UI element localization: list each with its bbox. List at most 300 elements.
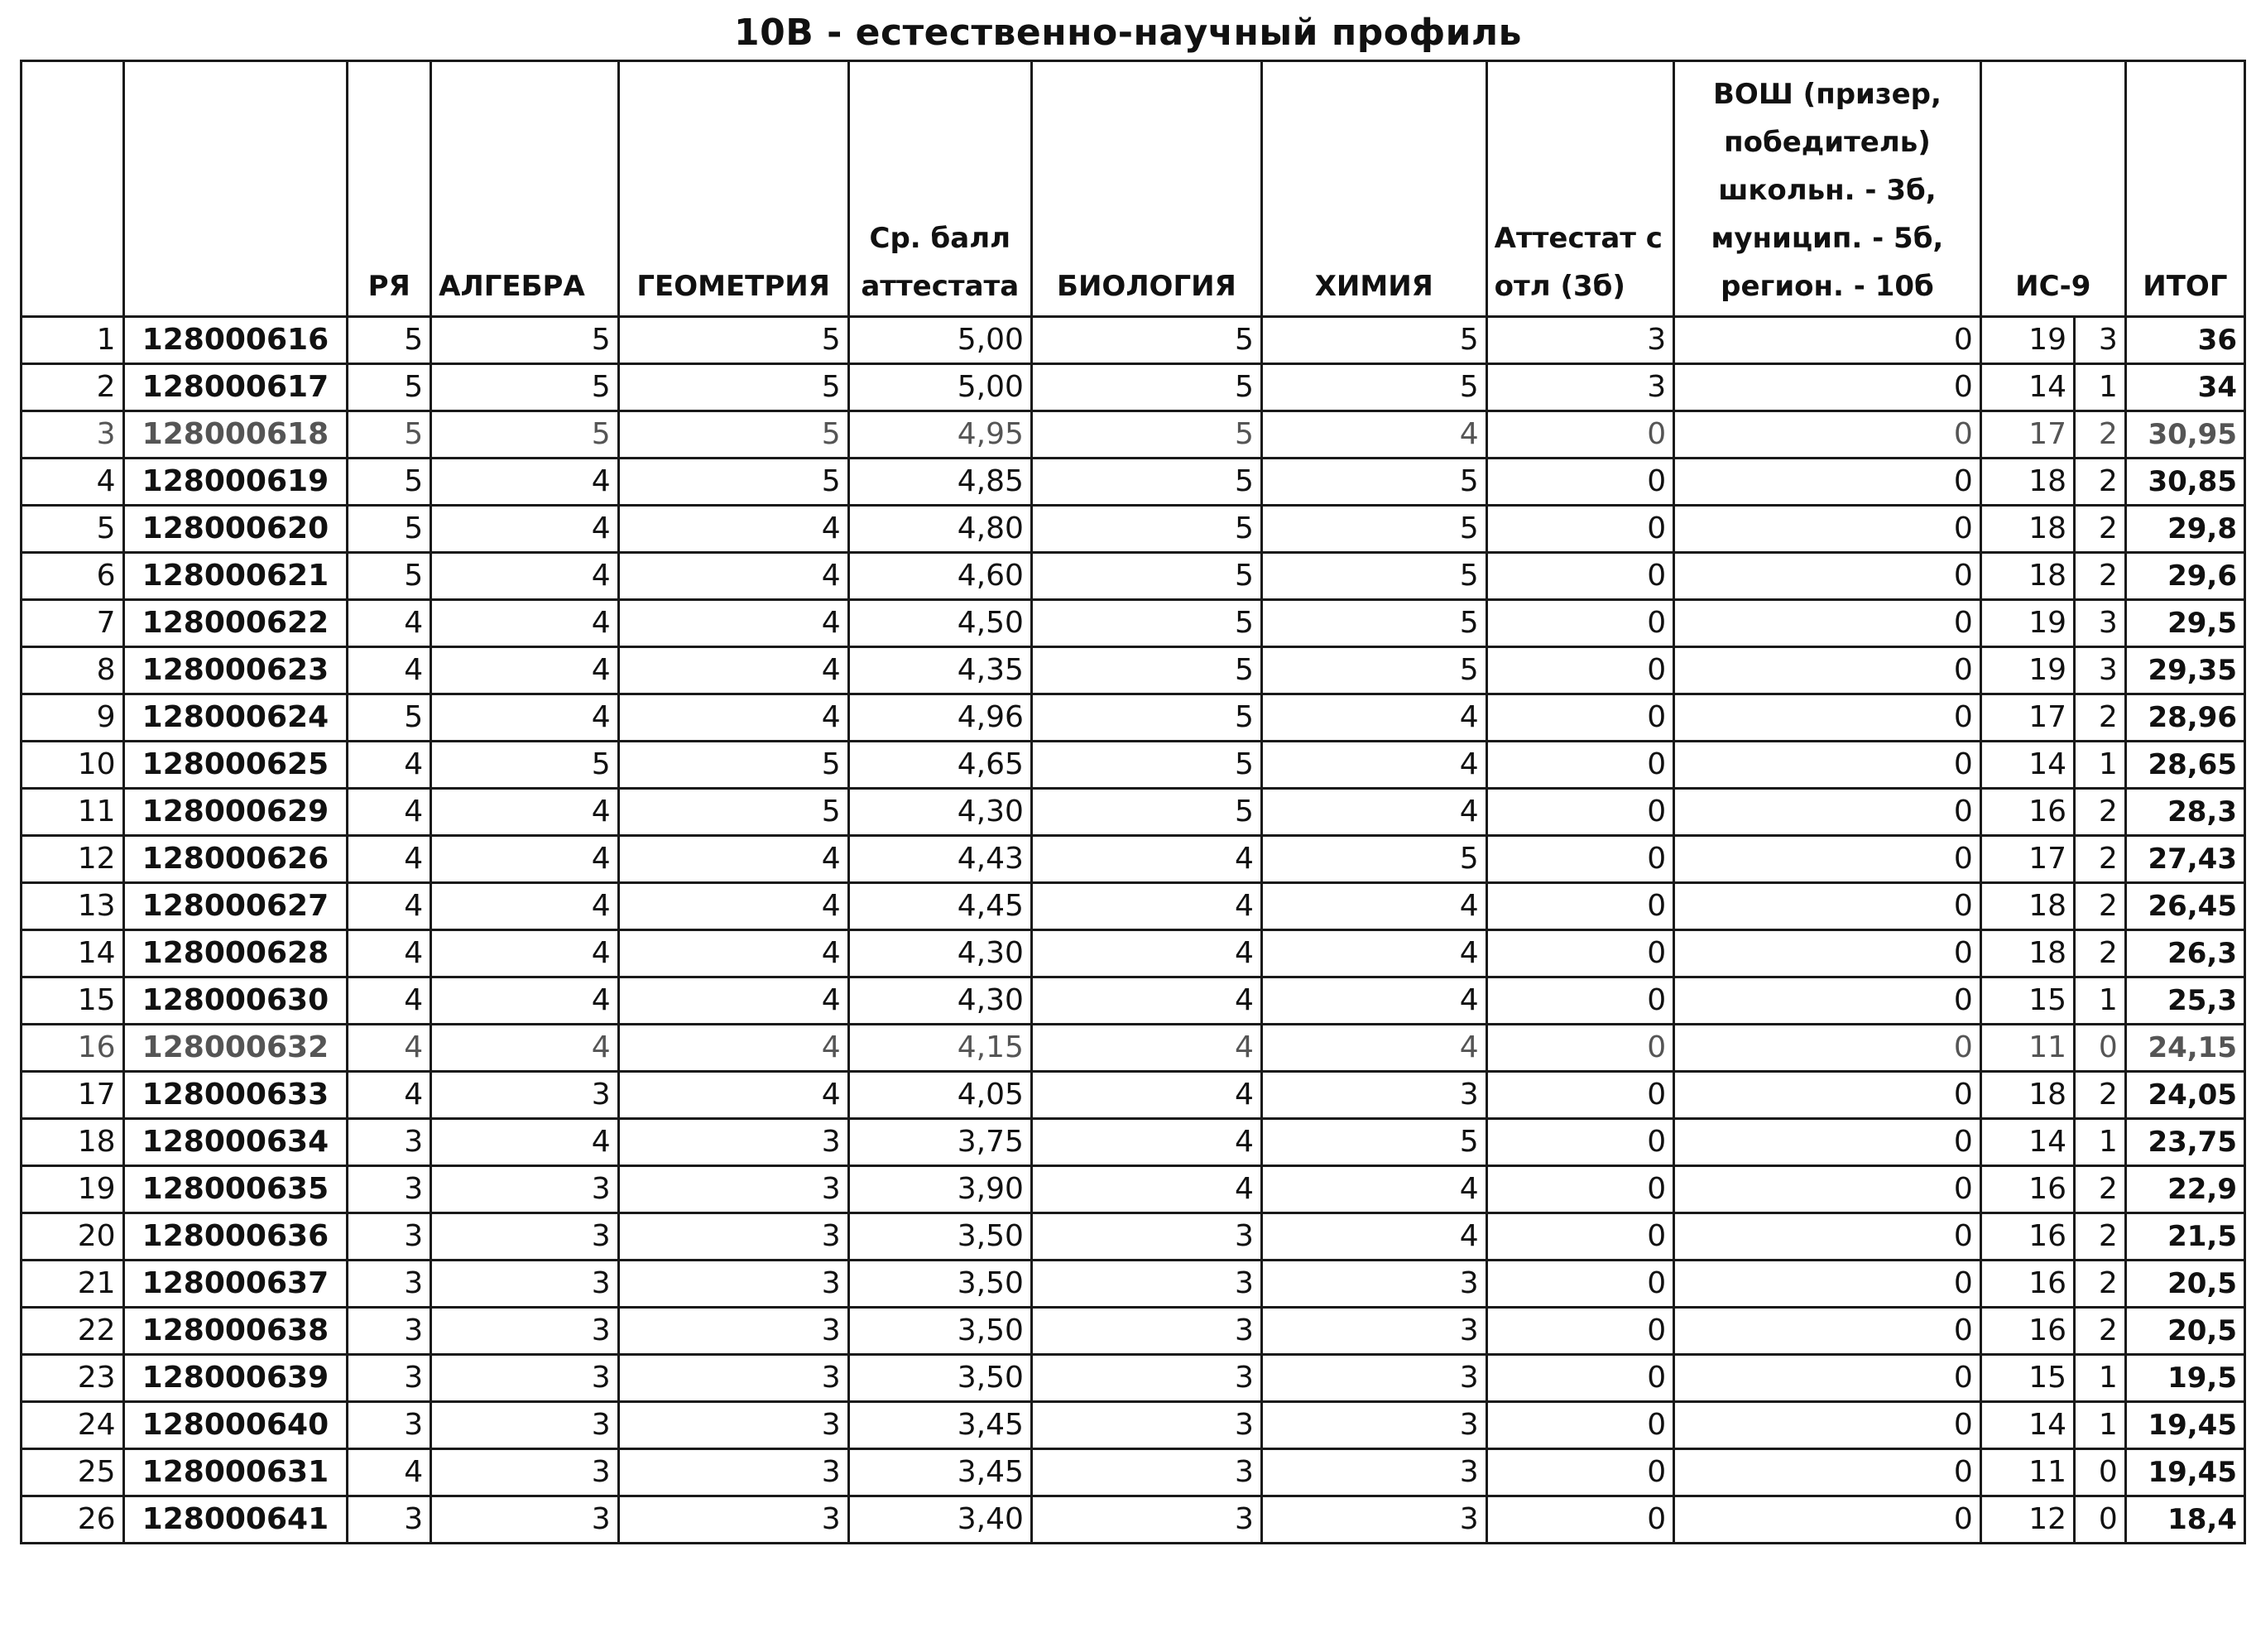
table-row — [22, 411, 2245, 459]
score-rya: 3 — [348, 1402, 431, 1449]
score-chemistry: 5 — [1261, 1119, 1486, 1166]
score-is9-primary: 14 — [1980, 742, 2074, 789]
score-olympiad: 0 — [1674, 1166, 1981, 1213]
score-avg: 3,50 — [848, 1213, 1031, 1261]
score-algebra: 5 — [431, 317, 618, 364]
table-row — [22, 1072, 2245, 1119]
score-chemistry: 5 — [1261, 553, 1486, 600]
score-is9-primary: 15 — [1980, 977, 2074, 1025]
score-geometry: 4 — [618, 977, 848, 1025]
table-row — [22, 459, 2245, 506]
table-row — [22, 600, 2245, 647]
score-rya: 5 — [348, 694, 431, 742]
score-honors: 0 — [1486, 1072, 1673, 1119]
score-is9-primary: 18 — [1980, 553, 2074, 600]
score-is9-primary: 16 — [1980, 1261, 2074, 1308]
score-avg: 4,15 — [848, 1025, 1031, 1072]
score-total: 28,96 — [2125, 694, 2244, 742]
score-geometry: 5 — [618, 411, 848, 459]
score-geometry: 4 — [618, 600, 848, 647]
score-olympiad: 0 — [1674, 1449, 1981, 1496]
score-honors: 0 — [1486, 836, 1673, 883]
row-number: 16 — [22, 1025, 124, 1072]
score-algebra: 4 — [431, 553, 618, 600]
score-honors: 0 — [1486, 742, 1673, 789]
score-is9-secondary: 0 — [2075, 1025, 2126, 1072]
score-chemistry: 4 — [1261, 1213, 1486, 1261]
score-total: 36 — [2125, 317, 2244, 364]
score-rya: 4 — [348, 1072, 431, 1119]
score-is9-primary: 18 — [1980, 883, 2074, 930]
score-biology: 5 — [1031, 459, 1261, 506]
score-is9-primary: 16 — [1980, 789, 2074, 836]
score-is9-primary: 11 — [1980, 1025, 2074, 1072]
score-geometry: 5 — [618, 459, 848, 506]
score-biology: 3 — [1031, 1449, 1261, 1496]
score-algebra: 3 — [431, 1072, 618, 1119]
row-number: 11 — [22, 789, 124, 836]
header-olympiad: ВОШ (призер, победитель) школьн. - 3б, муницип. - 5б, регион. - 10б — [1674, 61, 1981, 317]
student-code: 128000622 — [123, 600, 348, 647]
row-number: 19 — [22, 1166, 124, 1213]
score-avg: 3,50 — [848, 1261, 1031, 1308]
score-olympiad: 0 — [1674, 1496, 1981, 1544]
score-geometry: 4 — [618, 1025, 848, 1072]
table-body — [22, 317, 2245, 1544]
score-algebra: 3 — [431, 1449, 618, 1496]
table-row — [22, 1496, 2245, 1544]
score-rya: 5 — [348, 506, 431, 553]
score-honors: 0 — [1486, 930, 1673, 977]
score-is9-secondary: 3 — [2075, 647, 2126, 694]
score-rya: 3 — [348, 1213, 431, 1261]
table-row — [22, 1025, 2245, 1072]
score-is9-primary: 19 — [1980, 600, 2074, 647]
score-is9-primary: 17 — [1980, 411, 2074, 459]
score-chemistry: 5 — [1261, 647, 1486, 694]
score-chemistry: 5 — [1261, 317, 1486, 364]
score-olympiad: 0 — [1674, 836, 1981, 883]
score-biology: 4 — [1031, 930, 1261, 977]
row-number: 26 — [22, 1496, 124, 1544]
score-total: 24,05 — [2125, 1072, 2244, 1119]
row-number: 6 — [22, 553, 124, 600]
score-geometry: 5 — [618, 364, 848, 411]
score-honors: 0 — [1486, 600, 1673, 647]
score-algebra: 4 — [431, 977, 618, 1025]
score-avg: 3,75 — [848, 1119, 1031, 1166]
table-row — [22, 553, 2245, 600]
score-honors: 3 — [1486, 317, 1673, 364]
score-is9-primary: 18 — [1980, 930, 2074, 977]
score-total: 18,4 — [2125, 1496, 2244, 1544]
score-is9-secondary: 1 — [2075, 364, 2126, 411]
score-algebra: 4 — [431, 789, 618, 836]
student-code: 128000635 — [123, 1166, 348, 1213]
score-rya: 4 — [348, 742, 431, 789]
score-total: 26,45 — [2125, 883, 2244, 930]
score-algebra: 5 — [431, 742, 618, 789]
student-code: 128000626 — [123, 836, 348, 883]
score-is9-primary: 19 — [1980, 317, 2074, 364]
score-chemistry: 5 — [1261, 506, 1486, 553]
score-avg: 3,45 — [848, 1449, 1031, 1496]
score-chemistry: 4 — [1261, 977, 1486, 1025]
score-algebra: 3 — [431, 1355, 618, 1402]
score-is9-secondary: 0 — [2075, 1496, 2126, 1544]
table-row — [22, 1308, 2245, 1355]
row-number: 23 — [22, 1355, 124, 1402]
score-geometry: 5 — [618, 789, 848, 836]
score-is9-primary: 17 — [1980, 836, 2074, 883]
score-geometry: 3 — [618, 1261, 848, 1308]
results-table — [20, 60, 2246, 1544]
score-total: 28,65 — [2125, 742, 2244, 789]
table-row — [22, 1166, 2245, 1213]
score-algebra: 4 — [431, 883, 618, 930]
score-biology: 3 — [1031, 1308, 1261, 1355]
score-geometry: 4 — [618, 647, 848, 694]
score-avg: 4,35 — [848, 647, 1031, 694]
score-algebra: 4 — [431, 1119, 618, 1166]
score-biology: 5 — [1031, 506, 1261, 553]
score-biology: 5 — [1031, 694, 1261, 742]
score-biology: 4 — [1031, 1166, 1261, 1213]
score-avg: 4,30 — [848, 789, 1031, 836]
student-code: 128000632 — [123, 1025, 348, 1072]
score-rya: 4 — [348, 647, 431, 694]
score-is9-secondary: 2 — [2075, 1261, 2126, 1308]
score-honors: 0 — [1486, 506, 1673, 553]
score-avg: 4,43 — [848, 836, 1031, 883]
score-honors: 0 — [1486, 1261, 1673, 1308]
score-total: 34 — [2125, 364, 2244, 411]
score-is9-secondary: 2 — [2075, 553, 2126, 600]
score-chemistry: 3 — [1261, 1355, 1486, 1402]
score-rya: 5 — [348, 411, 431, 459]
score-is9-primary: 18 — [1980, 506, 2074, 553]
score-geometry: 3 — [618, 1449, 848, 1496]
score-biology: 5 — [1031, 647, 1261, 694]
table-row — [22, 317, 2245, 364]
score-total: 30,95 — [2125, 411, 2244, 459]
score-geometry: 4 — [618, 553, 848, 600]
score-algebra: 3 — [431, 1308, 618, 1355]
row-number: 3 — [22, 411, 124, 459]
score-olympiad: 0 — [1674, 742, 1981, 789]
student-code: 128000629 — [123, 789, 348, 836]
score-total: 29,8 — [2125, 506, 2244, 553]
score-olympiad: 0 — [1674, 364, 1981, 411]
score-is9-primary: 16 — [1980, 1308, 2074, 1355]
score-geometry: 5 — [618, 742, 848, 789]
score-honors: 0 — [1486, 1355, 1673, 1402]
row-number: 5 — [22, 506, 124, 553]
score-algebra: 4 — [431, 600, 618, 647]
score-avg: 4,65 — [848, 742, 1031, 789]
score-is9-secondary: 2 — [2075, 1166, 2126, 1213]
score-biology: 5 — [1031, 553, 1261, 600]
score-is9-primary: 11 — [1980, 1449, 2074, 1496]
score-algebra: 4 — [431, 506, 618, 553]
row-number: 8 — [22, 647, 124, 694]
student-code: 128000618 — [123, 411, 348, 459]
score-total: 25,3 — [2125, 977, 2244, 1025]
score-honors: 0 — [1486, 647, 1673, 694]
header-code — [123, 61, 348, 317]
score-is9-primary: 19 — [1980, 647, 2074, 694]
header-biology: БИОЛОГИЯ — [1031, 61, 1261, 317]
score-total: 20,5 — [2125, 1261, 2244, 1308]
student-code: 128000620 — [123, 506, 348, 553]
score-geometry: 3 — [618, 1119, 848, 1166]
score-olympiad: 0 — [1674, 930, 1981, 977]
score-geometry: 4 — [618, 930, 848, 977]
score-rya: 3 — [348, 1261, 431, 1308]
score-olympiad: 0 — [1674, 1025, 1981, 1072]
score-is9-secondary: 2 — [2075, 459, 2126, 506]
score-honors: 0 — [1486, 1449, 1673, 1496]
row-number: 17 — [22, 1072, 124, 1119]
table-row — [22, 836, 2245, 883]
score-is9-primary: 16 — [1980, 1213, 2074, 1261]
score-honors: 3 — [1486, 364, 1673, 411]
score-algebra: 3 — [431, 1261, 618, 1308]
score-biology: 4 — [1031, 883, 1261, 930]
table-row — [22, 364, 2245, 411]
score-avg: 5,00 — [848, 364, 1031, 411]
row-number: 4 — [22, 459, 124, 506]
score-chemistry: 3 — [1261, 1261, 1486, 1308]
score-rya: 4 — [348, 1449, 431, 1496]
student-code: 128000634 — [123, 1119, 348, 1166]
score-is9-secondary: 1 — [2075, 1119, 2126, 1166]
row-number: 12 — [22, 836, 124, 883]
header-rya: РЯ — [348, 61, 431, 317]
score-olympiad: 0 — [1674, 459, 1981, 506]
score-avg: 4,05 — [848, 1072, 1031, 1119]
score-chemistry: 5 — [1261, 459, 1486, 506]
score-geometry: 3 — [618, 1213, 848, 1261]
score-honors: 0 — [1486, 1308, 1673, 1355]
score-biology: 5 — [1031, 317, 1261, 364]
score-rya: 4 — [348, 930, 431, 977]
score-is9-secondary: 3 — [2075, 600, 2126, 647]
score-avg: 4,30 — [848, 977, 1031, 1025]
row-number: 1 — [22, 317, 124, 364]
score-algebra: 4 — [431, 1025, 618, 1072]
score-biology: 5 — [1031, 742, 1261, 789]
student-code: 128000619 — [123, 459, 348, 506]
score-geometry: 4 — [618, 694, 848, 742]
score-rya: 3 — [348, 1166, 431, 1213]
student-code: 128000639 — [123, 1355, 348, 1402]
score-rya: 5 — [348, 459, 431, 506]
score-avg: 3,90 — [848, 1166, 1031, 1213]
score-geometry: 3 — [618, 1355, 848, 1402]
score-geometry: 4 — [618, 1072, 848, 1119]
score-is9-secondary: 1 — [2075, 1402, 2126, 1449]
score-olympiad: 0 — [1674, 1308, 1981, 1355]
score-algebra: 5 — [431, 364, 618, 411]
row-number: 10 — [22, 742, 124, 789]
score-geometry: 5 — [618, 317, 848, 364]
header-is9: ИС-9 — [1980, 61, 2125, 317]
row-number: 13 — [22, 883, 124, 930]
row-number: 14 — [22, 930, 124, 977]
student-code: 128000633 — [123, 1072, 348, 1119]
score-total: 29,35 — [2125, 647, 2244, 694]
row-number: 15 — [22, 977, 124, 1025]
table-row — [22, 506, 2245, 553]
score-honors: 0 — [1486, 789, 1673, 836]
page-title: 10В - естественно-научный профиль — [734, 12, 1522, 54]
score-total: 21,5 — [2125, 1213, 2244, 1261]
row-number: 2 — [22, 364, 124, 411]
score-olympiad: 0 — [1674, 1119, 1981, 1166]
score-rya: 5 — [348, 317, 431, 364]
score-is9-secondary: 2 — [2075, 411, 2126, 459]
score-honors: 0 — [1486, 411, 1673, 459]
score-olympiad: 0 — [1674, 1213, 1981, 1261]
score-is9-primary: 14 — [1980, 364, 2074, 411]
score-algebra: 4 — [431, 694, 618, 742]
score-total: 19,45 — [2125, 1402, 2244, 1449]
score-is9-secondary: 1 — [2075, 742, 2126, 789]
score-chemistry: 4 — [1261, 883, 1486, 930]
score-biology: 5 — [1031, 789, 1261, 836]
table-row — [22, 1402, 2245, 1449]
score-olympiad: 0 — [1674, 789, 1981, 836]
score-biology: 4 — [1031, 1119, 1261, 1166]
score-avg: 3,50 — [848, 1308, 1031, 1355]
score-is9-secondary: 2 — [2075, 883, 2126, 930]
table-row — [22, 789, 2245, 836]
score-chemistry: 4 — [1261, 1166, 1486, 1213]
row-number: 9 — [22, 694, 124, 742]
score-olympiad: 0 — [1674, 1261, 1981, 1308]
score-honors: 0 — [1486, 694, 1673, 742]
score-olympiad: 0 — [1674, 411, 1981, 459]
score-biology: 3 — [1031, 1496, 1261, 1544]
score-chemistry: 3 — [1261, 1449, 1486, 1496]
score-avg: 4,30 — [848, 930, 1031, 977]
score-rya: 4 — [348, 836, 431, 883]
score-is9-primary: 14 — [1980, 1119, 2074, 1166]
score-chemistry: 5 — [1261, 600, 1486, 647]
score-algebra: 4 — [431, 647, 618, 694]
score-biology: 4 — [1031, 836, 1261, 883]
score-chemistry: 4 — [1261, 930, 1486, 977]
table-row — [22, 694, 2245, 742]
score-algebra: 4 — [431, 836, 618, 883]
score-olympiad: 0 — [1674, 1402, 1981, 1449]
score-honors: 0 — [1486, 1496, 1673, 1544]
score-rya: 3 — [348, 1355, 431, 1402]
score-is9-primary: 18 — [1980, 459, 2074, 506]
score-avg: 3,40 — [848, 1496, 1031, 1544]
table-row — [22, 1261, 2245, 1308]
score-olympiad: 0 — [1674, 506, 1981, 553]
table-row — [22, 647, 2245, 694]
score-chemistry: 4 — [1261, 411, 1486, 459]
header-honors: Аттестат с отл (3б) — [1486, 61, 1673, 317]
table-row — [22, 742, 2245, 789]
score-biology: 4 — [1031, 1072, 1261, 1119]
student-code: 128000636 — [123, 1213, 348, 1261]
table-row — [22, 977, 2245, 1025]
score-is9-secondary: 2 — [2075, 1213, 2126, 1261]
score-chemistry: 4 — [1261, 1025, 1486, 1072]
student-code: 128000624 — [123, 694, 348, 742]
score-chemistry: 3 — [1261, 1496, 1486, 1544]
score-algebra: 3 — [431, 1213, 618, 1261]
score-total: 29,6 — [2125, 553, 2244, 600]
row-number: 18 — [22, 1119, 124, 1166]
score-avg: 5,00 — [848, 317, 1031, 364]
student-code: 128000616 — [123, 317, 348, 364]
student-code: 128000641 — [123, 1496, 348, 1544]
student-code: 128000621 — [123, 553, 348, 600]
score-algebra: 3 — [431, 1166, 618, 1213]
score-total: 26,3 — [2125, 930, 2244, 977]
score-is9-secondary: 0 — [2075, 1449, 2126, 1496]
score-honors: 0 — [1486, 883, 1673, 930]
score-algebra: 4 — [431, 930, 618, 977]
student-code: 128000631 — [123, 1449, 348, 1496]
row-number: 21 — [22, 1261, 124, 1308]
score-total: 22,9 — [2125, 1166, 2244, 1213]
score-rya: 3 — [348, 1119, 431, 1166]
header-num — [22, 61, 124, 317]
score-is9-primary: 12 — [1980, 1496, 2074, 1544]
score-biology: 5 — [1031, 364, 1261, 411]
score-geometry: 4 — [618, 836, 848, 883]
score-biology: 4 — [1031, 1025, 1261, 1072]
score-chemistry: 4 — [1261, 694, 1486, 742]
table-row — [22, 1119, 2245, 1166]
score-rya: 3 — [348, 1308, 431, 1355]
score-total: 19,5 — [2125, 1355, 2244, 1402]
student-code: 128000617 — [123, 364, 348, 411]
score-geometry: 4 — [618, 506, 848, 553]
score-geometry: 3 — [618, 1496, 848, 1544]
score-chemistry: 5 — [1261, 836, 1486, 883]
score-avg: 3,45 — [848, 1402, 1031, 1449]
header-row — [22, 61, 2245, 317]
score-is9-secondary: 1 — [2075, 1355, 2126, 1402]
table-row — [22, 1449, 2245, 1496]
score-geometry: 4 — [618, 883, 848, 930]
score-avg: 4,60 — [848, 553, 1031, 600]
table-row — [22, 1213, 2245, 1261]
score-avg: 4,96 — [848, 694, 1031, 742]
score-olympiad: 0 — [1674, 883, 1981, 930]
score-total: 24,15 — [2125, 1025, 2244, 1072]
table-row — [22, 930, 2245, 977]
score-rya: 4 — [348, 883, 431, 930]
score-olympiad: 0 — [1674, 317, 1981, 364]
student-code: 128000627 — [123, 883, 348, 930]
header-chemistry: ХИМИЯ — [1261, 61, 1486, 317]
student-code: 128000628 — [123, 930, 348, 977]
score-avg: 4,95 — [848, 411, 1031, 459]
score-is9-secondary: 2 — [2075, 694, 2126, 742]
score-biology: 5 — [1031, 411, 1261, 459]
score-olympiad: 0 — [1674, 553, 1981, 600]
score-geometry: 3 — [618, 1308, 848, 1355]
score-honors: 0 — [1486, 459, 1673, 506]
